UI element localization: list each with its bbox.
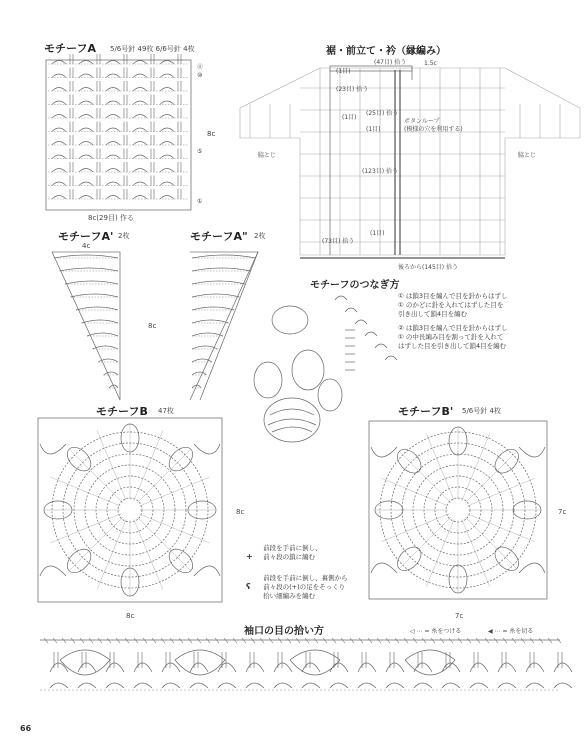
legend-text-line: 前々段の鎖に編む [263, 553, 316, 561]
sleeve-arc [106, 683, 124, 688]
sleeve-tick [485, 638, 489, 643]
motif-a-arc [79, 155, 93, 159]
sleeve-motif [175, 650, 225, 675]
motif-a-arc [52, 142, 66, 146]
sleeve-tick [323, 638, 327, 643]
sleeve-arc [554, 663, 572, 672]
body-button-loop: ボタンループ [404, 118, 440, 125]
motif-a-arc [106, 169, 120, 173]
motif-a-arc [133, 142, 147, 146]
sleeve-arc [470, 683, 488, 688]
sleeve-arc [246, 663, 264, 672]
sleeve-strip [40, 638, 572, 690]
sleeve-tick [494, 638, 498, 643]
motif-a-hook: 5/6号針 49枚 6/6号針 4枚 [110, 45, 195, 53]
sleeve-tick [152, 638, 156, 643]
sleeve-tick [179, 638, 183, 643]
motif-a1-arc [82, 320, 119, 323]
motif-a2-chart [190, 252, 258, 400]
sleeve-arc [470, 663, 488, 672]
sleeve-tick [296, 638, 300, 643]
joining-step: ① は鎖3目を編んで目を針からはずし [398, 292, 508, 300]
sleeve-title: 袖口の目の拾い方 [244, 626, 324, 637]
motif-a-row-11: ⑪ [197, 64, 204, 71]
motif-a-arc [160, 101, 174, 105]
sleeve-arc [302, 663, 320, 672]
sleeve-tick [251, 638, 255, 643]
motif-a-arc [133, 115, 147, 119]
motif-a-arc [160, 155, 174, 159]
legend-text-line: 前段を手前に倒し、裏側から [263, 574, 348, 582]
sleeve-legend-cut [488, 626, 533, 635]
motif-spoke [137, 449, 191, 503]
motif-a-row-10: ⑩ [197, 72, 203, 79]
sleeve-arc [274, 663, 292, 672]
sleeve-arc [498, 663, 516, 672]
body-button-loop-note: (模様の穴を利用する) [404, 126, 463, 133]
cut-arrow-icon: ◀ ⋯ [488, 628, 503, 635]
motif-a1-arc [87, 333, 118, 336]
motif-corner [371, 447, 397, 457]
join-arc [385, 356, 397, 360]
sleeve-arc [526, 663, 544, 672]
motif-a-arc [160, 74, 174, 78]
motif-a-arc [160, 128, 174, 132]
motif-corner [194, 444, 220, 454]
sleeve-tick [89, 638, 93, 643]
body-side-right: 脇とじ [518, 152, 537, 159]
motif-a-arc [133, 169, 147, 173]
sleeve-arc [498, 683, 516, 688]
sleeve-arc [134, 663, 152, 672]
motif-a-arc [79, 196, 93, 200]
joining-title: モチーフのつなぎ方 [310, 280, 400, 291]
sleeve-tick [512, 638, 516, 643]
sleeve-tick [440, 638, 444, 643]
join-arc [375, 344, 387, 348]
motif-a1-arc [65, 281, 118, 284]
motif-a-arc [52, 101, 66, 105]
sleeve-tick [422, 638, 426, 643]
body-center1: (1目) [366, 126, 381, 133]
motif-corner [519, 563, 545, 573]
attach-arrow-icon: ◁ ⋯ [410, 628, 425, 635]
body-left1: (1目) [336, 68, 351, 75]
sleeve-tick [206, 638, 210, 643]
sleeve-tick [413, 638, 417, 643]
sleeve-tick [341, 638, 345, 643]
sleeve-arc [526, 683, 544, 688]
motif-spoke [465, 517, 517, 569]
sleeve-tick [404, 638, 408, 643]
sleeve-tick [278, 638, 282, 643]
sleeve-tick [44, 638, 48, 643]
sleeve-arc [218, 683, 236, 688]
body-grid [240, 66, 580, 258]
motif-a-arc [52, 155, 66, 159]
motif-a2-arc [192, 333, 223, 336]
sleeve-arc [302, 683, 320, 688]
sleeve-tick [143, 638, 147, 643]
motif-a-arc [160, 196, 174, 200]
sleeve-tick [395, 638, 399, 643]
sleeve-arc [190, 663, 208, 672]
motif-spoke [51, 477, 121, 506]
sleeve-tick [188, 638, 192, 643]
sleeve-motif [290, 650, 340, 675]
sleeve-tick [467, 638, 471, 643]
motif-a-arc [79, 101, 93, 105]
motif-b1-height: 7c [558, 508, 567, 516]
sleeve-arc [274, 683, 292, 688]
sleeve-tick [197, 638, 201, 643]
body-side-left: 脇とじ [258, 152, 277, 159]
motif-a1-arc [54, 255, 118, 258]
motif-b-chart [38, 418, 222, 602]
sleeve-tick [332, 638, 336, 643]
sleeve-tick [170, 638, 174, 643]
body-bottom1: (1目) [370, 230, 385, 237]
sleeve-tick [359, 638, 363, 643]
motif-a-arc [52, 128, 66, 132]
motif-a-arc [79, 115, 93, 119]
sleeve-arc [554, 683, 572, 688]
sleeve-arc [414, 683, 432, 688]
motif-spoke [467, 478, 534, 506]
motif-spoke [399, 517, 451, 569]
sleeve-tick [305, 638, 309, 643]
motif-a-arc [79, 142, 93, 146]
sleeve-arc [386, 683, 404, 688]
legend-text-line: 拾い細編みを編む [263, 592, 316, 600]
joining-step: ② は鎖3目を編んで目を針からはずし [398, 324, 508, 332]
body-title: 裾・前立て・衿（縁編み） [326, 46, 446, 57]
motif-b-count: 47枚 [158, 407, 174, 415]
motif-a2-arc [192, 255, 256, 258]
motif-a2-arc [192, 320, 229, 323]
sleeve-tick [125, 638, 129, 643]
motif-a-arc [160, 169, 174, 173]
legend-text [263, 544, 322, 562]
motif-a-arc [52, 169, 66, 173]
body-center25: (25目) 拾う [366, 110, 399, 117]
motif-a1-arc [60, 268, 119, 271]
sleeve-tick [161, 638, 165, 643]
motif-b1-hook: 5/6号針 4枚 [462, 407, 501, 415]
motif-a-arc [160, 61, 174, 65]
sleeve-tick [539, 638, 543, 643]
sleeve-tick [62, 638, 66, 643]
sleeve-arc [358, 683, 376, 688]
sleeve-tick [224, 638, 228, 643]
motif-a-row-1: ① [197, 198, 203, 205]
motif-a-arc [160, 88, 174, 92]
sleeve-tick [116, 638, 120, 643]
motif-a-arc [52, 61, 66, 65]
joining-step: ① の中長編み目を割って針を入れて [398, 333, 504, 341]
sleeve-tick [80, 638, 84, 643]
motif-corner [40, 444, 66, 454]
motif-a-arc [106, 142, 120, 146]
motif-spoke [399, 451, 451, 503]
sleeve-tick [368, 638, 372, 643]
sleeve-arc [162, 663, 180, 672]
sleeve-tick [242, 638, 246, 643]
sleeve-tick [503, 638, 507, 643]
motif-a2-count: 2枚 [254, 232, 266, 240]
motif-a-arc [106, 182, 120, 186]
legend-symbol: ʕ [246, 582, 251, 591]
legend-text-line: 前々段の(+)の足をそっくり [263, 583, 346, 591]
motif-a-arc [52, 88, 66, 92]
motif-a-arc [160, 182, 174, 186]
motif-b-height: 8c [236, 508, 245, 516]
motif-spoke [134, 519, 163, 589]
motif-corner [40, 566, 66, 576]
motif-a-arc [160, 115, 174, 119]
sleeve-tick [287, 638, 291, 643]
motif-a-arc [79, 128, 93, 132]
motif-b1-width: 7c [455, 612, 464, 620]
motif-b-width: 8c [126, 612, 135, 620]
motif-a-arc [79, 182, 93, 186]
motif-a-arc [106, 88, 120, 92]
joining-step: 引き出して鎖4目を編む [398, 310, 468, 318]
motif-a-arc [52, 74, 66, 78]
sleeve-tick [458, 638, 462, 643]
sleeve-tick [548, 638, 552, 643]
motif-a-arc [133, 196, 147, 200]
motif-a-arc [133, 88, 147, 92]
sleeve-legend-attach [410, 626, 461, 635]
sleeve-tick [71, 638, 75, 643]
legend-text [263, 574, 348, 601]
legend-text-line: 前段を手前に倒し、 [263, 544, 322, 552]
motif-a1-arc [71, 294, 119, 297]
motif-a2-arc [192, 372, 207, 375]
sleeve-tick [431, 638, 435, 643]
sleeve-arc [134, 683, 152, 688]
sleeve-tick [53, 638, 57, 643]
motif-spoke [465, 451, 517, 503]
motif-a-arc [52, 196, 66, 200]
sleeve-arc [442, 683, 460, 688]
motif-a-arc [106, 101, 120, 105]
sleeve-arc [162, 683, 180, 688]
motif-b1-chart [369, 421, 547, 599]
sleeve-tick [377, 638, 381, 643]
motif-b-title: モチーフB [96, 405, 148, 418]
motif-a-arc [133, 101, 147, 105]
sleeve-arc [78, 683, 96, 688]
sleeve-arc [330, 683, 348, 688]
motif-a2-arc [192, 268, 251, 271]
sleeve-tick [350, 638, 354, 643]
motif-a1-arc [76, 307, 118, 310]
page-number: 66 [20, 724, 32, 733]
join-arc [345, 308, 357, 312]
motif-spoke [69, 449, 123, 503]
motif-a2-arc [192, 294, 240, 297]
body-top-stitches: (47目) 拾う [374, 59, 407, 66]
motif-corner [194, 566, 220, 576]
sleeve-tick [557, 638, 561, 643]
motif-a1-chart [52, 252, 120, 400]
motif-a-arc [106, 61, 120, 65]
sleeve-tick [314, 638, 318, 643]
motif-a-arc [79, 169, 93, 173]
motif-a-arc [106, 155, 120, 159]
motif-a-arc [52, 115, 66, 119]
joining-step: はずした目を引き出して鎖4目を編む [398, 342, 507, 350]
sleeve-arc [386, 663, 404, 672]
motif-a-arc [133, 128, 147, 132]
motif-corner [371, 563, 397, 573]
motif-a2-title: モチーフA" [190, 230, 248, 243]
sleeve-arc [78, 663, 96, 672]
joining-step: ① のかどに針を入れてはずした目を [398, 301, 504, 309]
motif-a-arc [79, 74, 93, 78]
motif-a2-arc [192, 281, 245, 284]
motif-b1-title: モチーフB' [398, 405, 454, 418]
sleeve-arc [50, 683, 68, 688]
motif-corner [519, 447, 545, 457]
motif-a-arc [52, 182, 66, 186]
join-arc [335, 296, 347, 300]
sleeve-arc [358, 663, 376, 672]
motif-a-arc [133, 74, 147, 78]
motif-a-width: 8c(29目) 作る [88, 214, 134, 222]
motif-a-arc [79, 88, 93, 92]
motif-a-arc [133, 155, 147, 159]
body-back145: 後ろから(145目) 拾う [398, 264, 459, 271]
join-arc [355, 320, 367, 324]
sleeve-tick [134, 638, 138, 643]
motif-a-arc [133, 61, 147, 65]
motif-a1-title: モチーフA' [58, 230, 114, 243]
sleeve-tick [260, 638, 264, 643]
motif-a-arc [106, 128, 120, 132]
sleeve-tick [233, 638, 237, 643]
sleeve-tick [215, 638, 219, 643]
sleeve-tick [530, 638, 534, 643]
sleeve-arc [246, 683, 264, 688]
motif-a-title: モチーフA [44, 42, 96, 55]
body-mid123: (123目) 拾う [362, 168, 399, 175]
motif-spoke [137, 517, 191, 571]
motif-a-arc [106, 196, 120, 200]
sleeve-motif [405, 650, 455, 675]
sleeve-arc [50, 663, 68, 672]
body-bottom73: (73目) 拾う [322, 238, 355, 245]
motif-a1-count: 2枚 [118, 232, 130, 240]
motif-spoke [462, 519, 490, 586]
motif-a-chart [46, 54, 191, 210]
sleeve-legend-cut-text: = 糸を切る [502, 628, 534, 635]
motif-a2-arc [192, 307, 234, 310]
motif-a-arc [133, 182, 147, 186]
sleeve-tick [98, 638, 102, 643]
legend-symbol: + [246, 552, 253, 561]
motif-spoke [69, 517, 123, 571]
motif-a-arc [79, 61, 93, 65]
motif-a-arc [160, 142, 174, 146]
motif-a1-height: 8c [148, 322, 157, 330]
sleeve-tick [269, 638, 273, 643]
body-width-top: 1.5c [424, 60, 437, 67]
motif-a-height: 8c [207, 130, 216, 138]
sleeve-tick [521, 638, 525, 643]
sleeve-tick [449, 638, 453, 643]
sleeve-tick [476, 638, 480, 643]
sleeve-legend-attach-text: = 糸をつける [424, 628, 462, 635]
joining-steps [398, 292, 508, 351]
join-arc [365, 332, 377, 336]
legend [246, 574, 348, 601]
sleeve-arc [106, 663, 124, 672]
sleeve-tick [386, 638, 390, 643]
motif-spoke [51, 514, 121, 543]
motif-a-arc [106, 115, 120, 119]
motif-a1-arc [104, 372, 119, 375]
motif-spoke [134, 431, 163, 501]
joining-illustration [254, 296, 397, 442]
body-left-one: (1目) [342, 114, 357, 121]
motif-a-arc [106, 74, 120, 78]
motif-a-row-5: ⑤ [197, 148, 203, 155]
body-left23: (23目) 拾う [336, 86, 369, 93]
sleeve-tick [107, 638, 111, 643]
motif-a1-width: 4c [82, 242, 91, 250]
sleeve-arc [190, 683, 208, 688]
legend [246, 544, 322, 563]
